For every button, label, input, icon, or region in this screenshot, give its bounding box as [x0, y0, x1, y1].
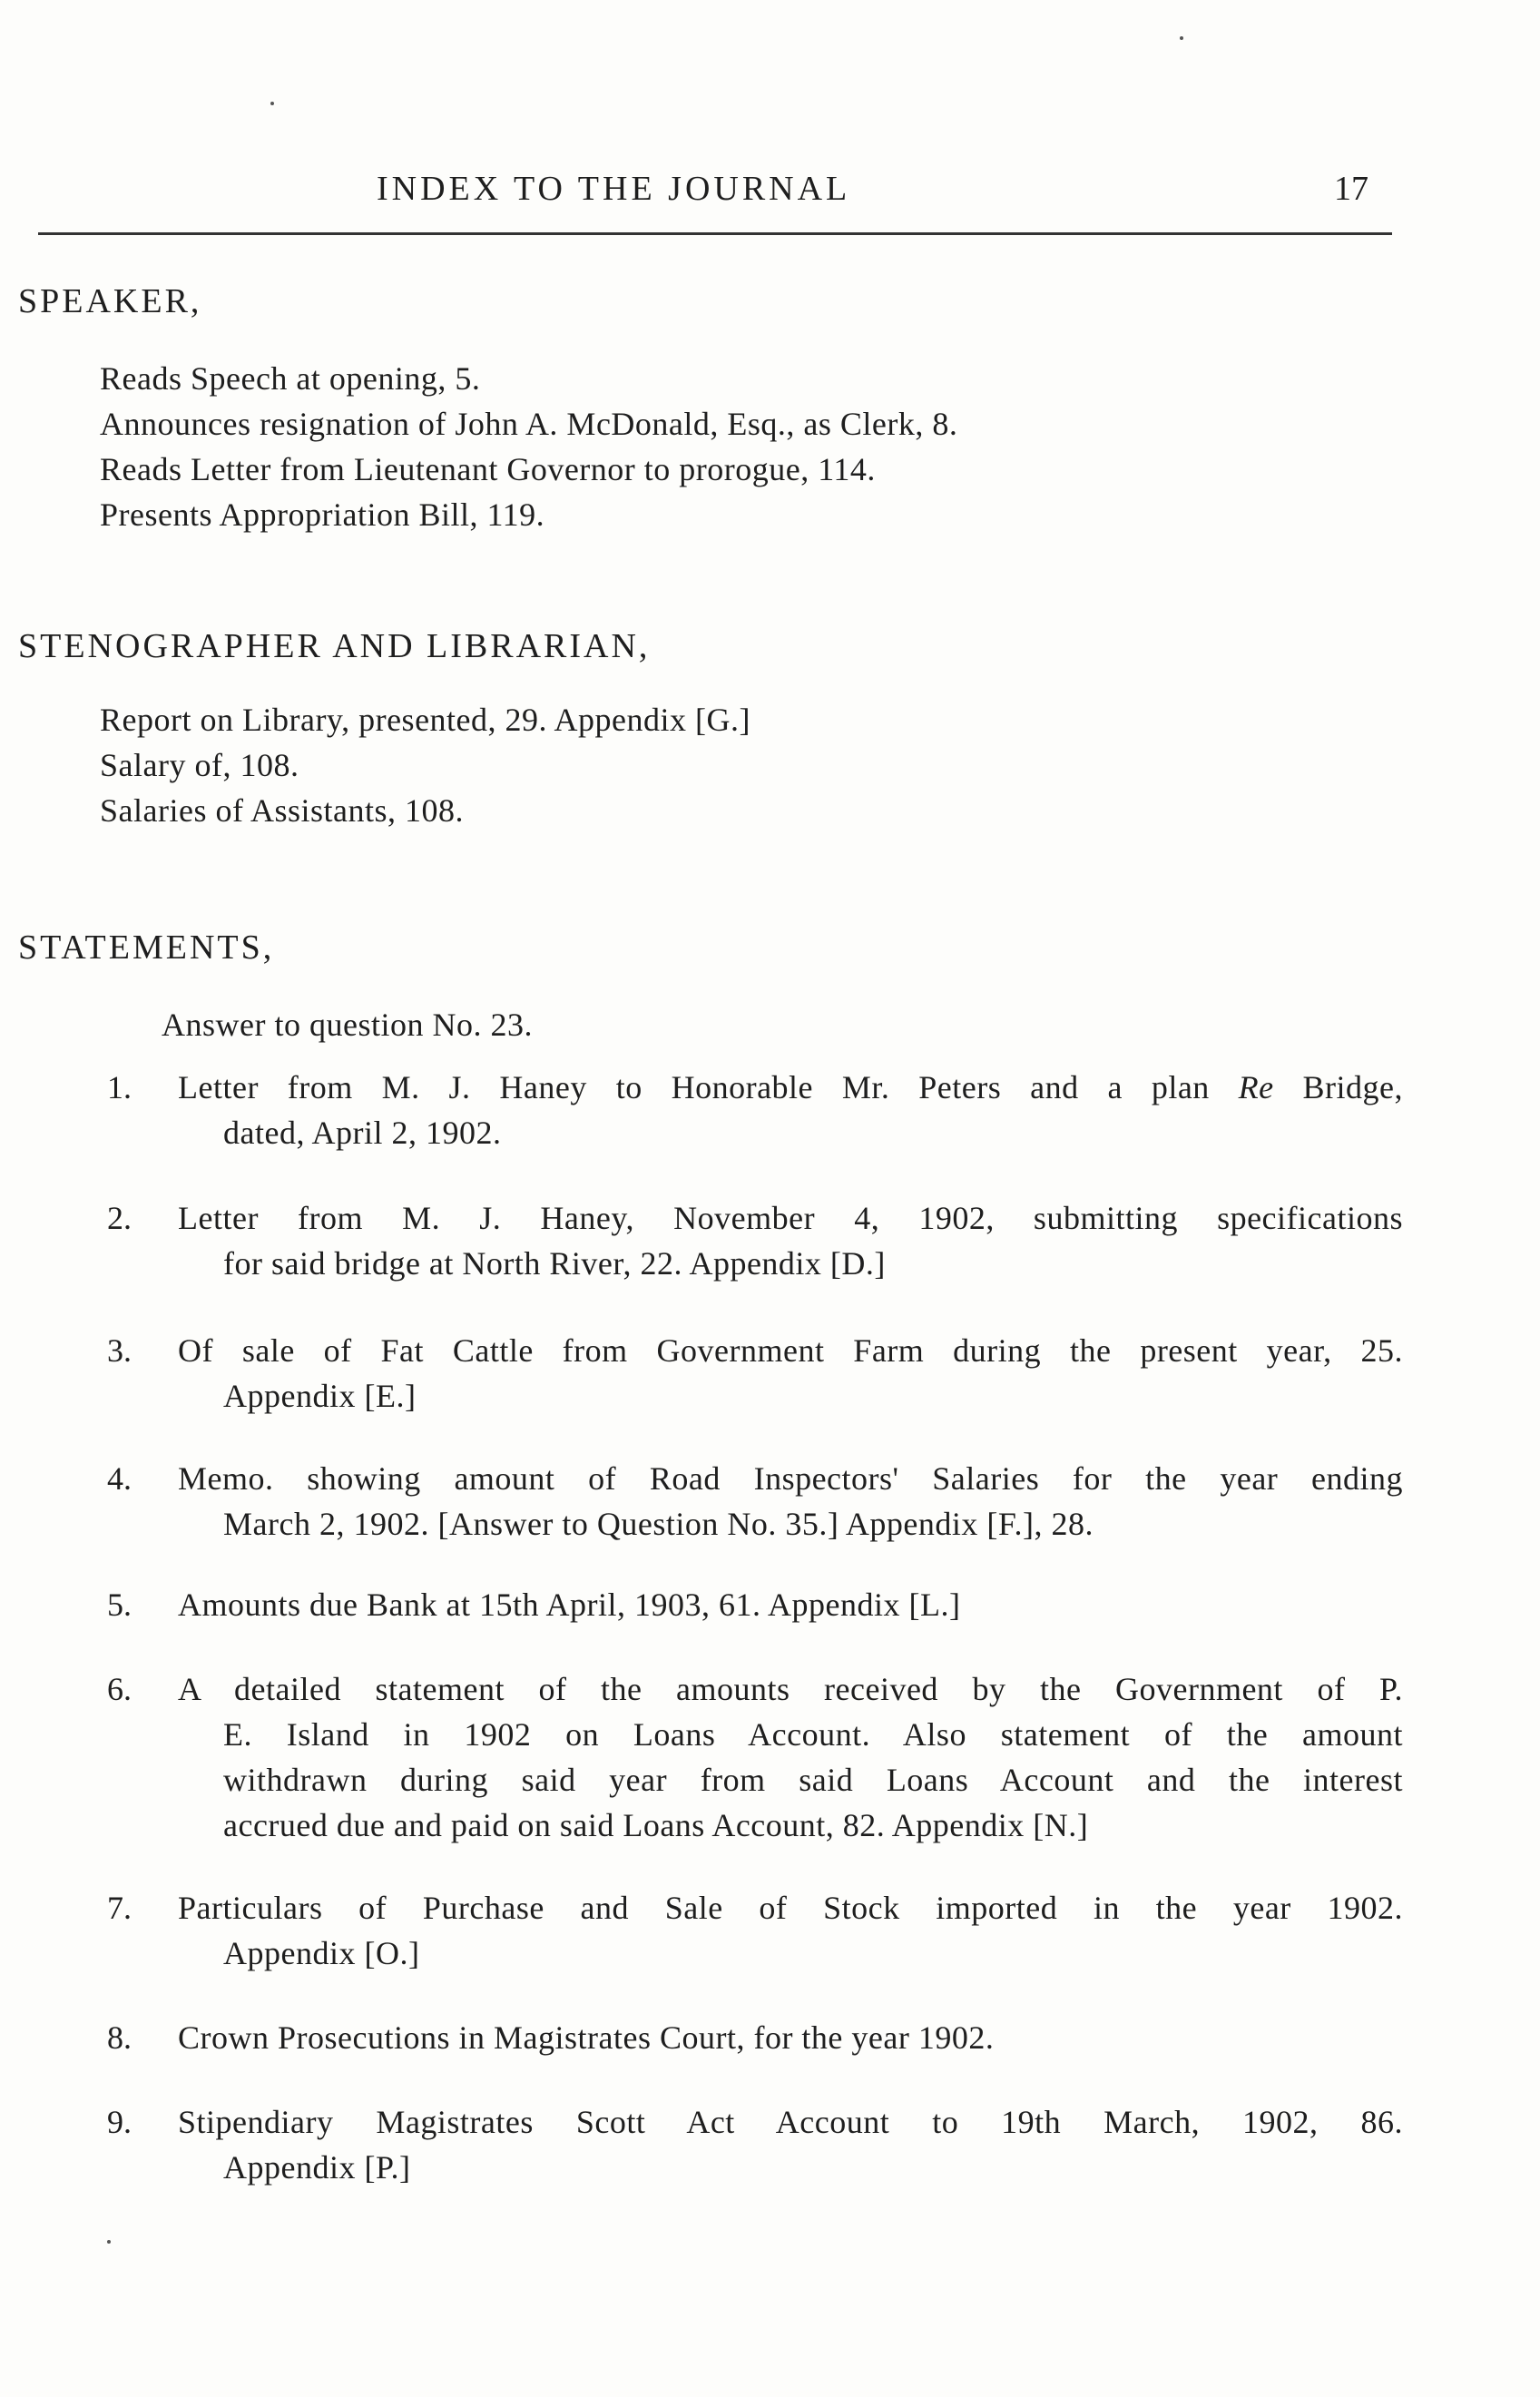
item-line: Stipendiary Magistrates Scott Act Account to 19th March, 1902, 86.: [178, 2104, 1403, 2140]
item-line: for said bridge at North River, 22. Appendix [D.]: [223, 1245, 886, 1282]
item-line: A detailed statement of the amounts received by the Government of P.: [178, 1671, 1403, 1707]
item-number: 8.: [107, 2019, 132, 2056]
scan-speck: [270, 102, 274, 105]
item-number: 1.: [107, 1069, 132, 1105]
header-rule: [38, 232, 1392, 235]
item-line: withdrawn during said year from said Loans Account and the interest: [223, 1762, 1403, 1798]
item-number: 9.: [107, 2104, 132, 2140]
index-entry: Presents Appropriation Bill, 119.: [100, 496, 545, 533]
item-number: 3.: [107, 1332, 132, 1369]
item-line: E. Island in 1902 on Loans Account. Also statement of the amount: [223, 1716, 1403, 1753]
item-number: 4.: [107, 1460, 132, 1497]
index-entry: Reads Speech at opening, 5.: [100, 360, 481, 397]
running-head: [36, 162, 1398, 216]
page-number: 17: [1334, 170, 1368, 208]
item-line: Letter from M. J. Haney, November 4, 1902, submitting specifications: [178, 1200, 1403, 1236]
item-number: 2.: [107, 1200, 132, 1236]
index-entry: Announces resignation of John A. McDonald, Esq., as Clerk, 8.: [100, 406, 958, 442]
section-title: STATEMENTS,: [18, 928, 275, 967]
item-line: dated, April 2, 1902.: [223, 1115, 502, 1151]
item-number: 5.: [107, 1587, 132, 1623]
index-entry: Report on Library, presented, 29. Appendix [G.]: [100, 702, 750, 738]
index-entry: Reads Letter from Lieutenant Governor to prorogue, 114.: [100, 451, 876, 487]
item-line: Appendix [P.]: [223, 2149, 411, 2186]
item-line: Of sale of Fat Cattle from Government Farm during the present year, 25.: [178, 1332, 1403, 1369]
index-entry: Salary of, 108.: [100, 747, 299, 783]
item-line: Appendix [E.]: [223, 1378, 417, 1414]
item-line: Particulars of Purchase and Sale of Stock imported in the year 1902.: [178, 1890, 1403, 1926]
item-line: Crown Prosecutions in Magistrates Court, for the year 1902.: [178, 2019, 995, 2056]
statements-intro: Answer to question No. 23.: [162, 1007, 533, 1043]
item-line: Appendix [O.]: [223, 1935, 420, 1971]
running-title: INDEX TO THE JOURNAL: [377, 170, 851, 208]
item-number: 6.: [107, 1671, 132, 1707]
item-number: 7.: [107, 1890, 132, 1926]
item-line: Memo. showing amount of Road Inspectors' Salaries for the year ending: [178, 1460, 1403, 1497]
item-line: Amounts due Bank at 15th April, 1903, 61. Appendix [L.]: [178, 1587, 961, 1623]
section-title: STENOGRAPHER AND LIBRARIAN,: [18, 627, 651, 665]
item-line: Letter from M. J. Haney to Honorable Mr. Peters and a plan Re Bridge,: [178, 1069, 1403, 1105]
item-line: accrued due and paid on said Loans Account, 82. Appendix [N.]: [223, 1807, 1089, 1843]
scan-speck: [107, 2240, 111, 2244]
index-entry: Salaries of Assistants, 108.: [100, 792, 464, 829]
item-line: March 2, 1902. [Answer to Question No. 35.] Appendix [F.], 28.: [223, 1506, 1094, 1542]
section-title: SPEAKER,: [18, 282, 202, 320]
scan-speck: [1180, 36, 1183, 40]
